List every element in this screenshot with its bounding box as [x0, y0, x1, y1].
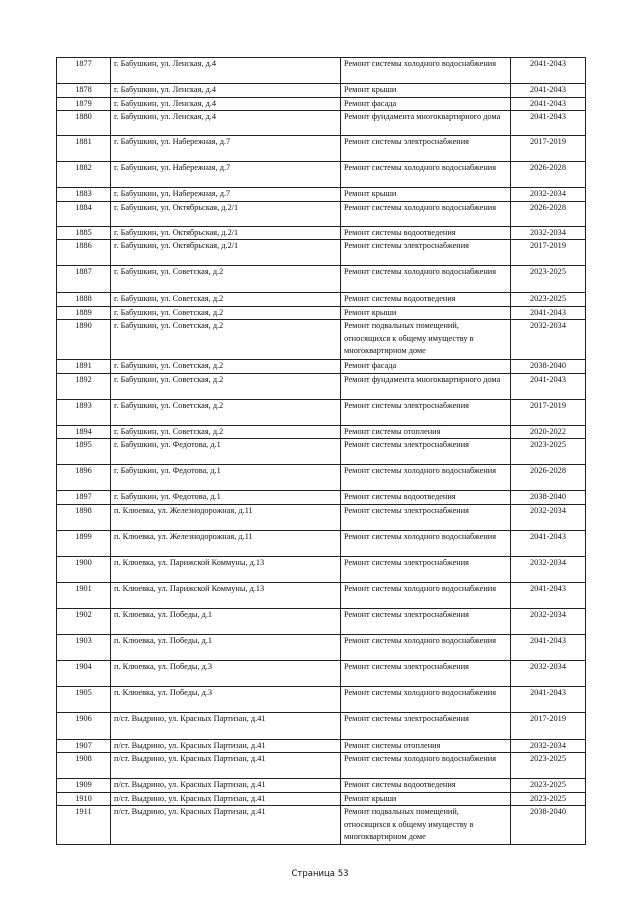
row-period: 2038-2040: [511, 491, 586, 505]
table-row: [57, 530, 586, 556]
row-address: г. Бабушкин, ул. Ленская, д.4: [111, 111, 341, 136]
row-work: Ремонт системы холодного водоснабжения: [341, 530, 511, 556]
row-number: 1905: [57, 686, 111, 712]
table-row: [57, 399, 586, 425]
row-work: Ремонт системы холодного водоснабжения: [341, 201, 511, 226]
row-period: 2023-2025: [511, 753, 586, 779]
row-period: 2041-2043: [511, 634, 586, 660]
row-work: Ремонт системы электроснабжения: [341, 608, 511, 634]
table-row: [57, 779, 586, 793]
table-row: [57, 373, 586, 399]
row-work: Ремонт системы холодного водоснабжения: [341, 465, 511, 491]
row-period: 2038-2040: [511, 806, 586, 845]
row-number: 1907: [57, 739, 111, 753]
table-row: [57, 240, 586, 266]
row-number: 1886: [57, 240, 111, 266]
row-address: п. Клюевка, ул. Победы, д.3: [111, 686, 341, 712]
repair-schedule-table: [56, 57, 586, 845]
table-row: [57, 753, 586, 779]
table-row: [57, 556, 586, 582]
row-number: 1891: [57, 360, 111, 374]
row-address: г. Бабушкин, ул. Октябрьская, д.2/1: [111, 240, 341, 266]
row-period: 2023-2025: [511, 439, 586, 465]
table-row: [57, 582, 586, 608]
row-work: Ремонт крыши: [341, 792, 511, 806]
row-work: Ремонт системы холодного водоснабжения: [341, 634, 511, 660]
row-period: 2041-2043: [511, 686, 586, 712]
row-address: г. Бабушкин, ул. Ленская, д.4: [111, 97, 341, 111]
row-address: г. Бабушкин, ул. Ленская, д.4: [111, 84, 341, 98]
row-address: п. Клюевка, ул. Железнодорожная, д.11: [111, 530, 341, 556]
row-number: 1895: [57, 439, 111, 465]
row-work: Ремонт системы водоотведения: [341, 226, 511, 240]
table-row: [57, 188, 586, 202]
row-address: г. Бабушкин, ул. Советская, д.2: [111, 373, 341, 399]
row-period: 2017-2019: [511, 136, 586, 162]
row-address: г. Бабушкин, ул. Октябрьская, д.2/1: [111, 201, 341, 226]
row-work: Ремонт системы холодного водоснабжения: [341, 686, 511, 712]
table-row: [57, 162, 586, 188]
row-number: 1890: [57, 320, 111, 360]
row-address: г. Бабушкин, ул. Советская, д.2: [111, 425, 341, 439]
table-row: [57, 226, 586, 240]
row-period: 2017-2019: [511, 399, 586, 425]
row-work: Ремонт подвальных помещений, относящихся к общему имуществу в многоквартирном доме: [341, 806, 511, 845]
row-number: 1878: [57, 84, 111, 98]
row-number: 1892: [57, 373, 111, 399]
row-address: п/ст. Выдрино, ул. Красных Партизан, д.41: [111, 806, 341, 845]
row-address: п/ст. Выдрино, ул. Красных Партизан, д.41: [111, 779, 341, 793]
row-work: Ремонт фундамента многоквартирного дома: [341, 373, 511, 399]
row-period: 2020-2022: [511, 425, 586, 439]
row-number: 1883: [57, 188, 111, 202]
row-work: Ремонт системы отопления: [341, 425, 511, 439]
row-address: п. Клюевка, ул. Железнодорожная, д.11: [111, 504, 341, 530]
row-number: 1884: [57, 201, 111, 226]
table-row: [57, 491, 586, 505]
table-row: [57, 792, 586, 806]
row-period: 2032-2034: [511, 188, 586, 202]
row-number: 1896: [57, 465, 111, 491]
row-period: 2017-2019: [511, 712, 586, 739]
row-work: Ремонт крыши: [341, 84, 511, 98]
row-period: 2032-2034: [511, 608, 586, 634]
row-period: 2032-2034: [511, 739, 586, 753]
table-row: [57, 712, 586, 739]
table-row: [57, 306, 586, 320]
row-number: 1877: [57, 58, 111, 84]
row-number: 1910: [57, 792, 111, 806]
row-number: 1889: [57, 306, 111, 320]
row-work: Ремонт фундамента многоквартирного дома: [341, 111, 511, 136]
row-work: Ремонт системы электроснабжения: [341, 556, 511, 582]
row-period: 2032-2034: [511, 660, 586, 686]
row-period: 2041-2043: [511, 582, 586, 608]
row-period: 2041-2043: [511, 97, 586, 111]
row-address: п. Клюевка, ул. Парижской Коммуны, д.13: [111, 582, 341, 608]
row-period: 2023-2025: [511, 266, 586, 293]
table-row: [57, 439, 586, 465]
row-period: 2041-2043: [511, 373, 586, 399]
row-work: Ремонт крыши: [341, 306, 511, 320]
row-work: Ремонт системы электроснабжения: [341, 712, 511, 739]
row-work: Ремонт системы электроснабжения: [341, 504, 511, 530]
row-work: Ремонт системы отопления: [341, 739, 511, 753]
row-address: п. Клюевка, ул. Парижской Коммуны, д.13: [111, 556, 341, 582]
row-work: Ремонт подвальных помещений, относящихся к общему имуществу в многоквартирном доме: [341, 320, 511, 360]
row-period: 2026-2028: [511, 162, 586, 188]
row-number: 1881: [57, 136, 111, 162]
table-row: [57, 97, 586, 111]
row-number: 1909: [57, 779, 111, 793]
row-work: Ремонт системы холодного водоснабжения: [341, 58, 511, 84]
row-number: 1893: [57, 399, 111, 425]
row-number: 1888: [57, 293, 111, 307]
row-work: Ремонт системы электроснабжения: [341, 660, 511, 686]
row-address: г. Бабушкин, ул. Советская, д.2: [111, 293, 341, 307]
row-period: 2026-2028: [511, 465, 586, 491]
row-period: 2041-2043: [511, 84, 586, 98]
row-address: г. Бабушкин, ул. Советская, д.2: [111, 306, 341, 320]
table-row: [57, 504, 586, 530]
table-row: [57, 686, 586, 712]
row-address: г. Бабушкин, ул. Ленская, д.4: [111, 58, 341, 84]
row-address: г. Бабушкин, ул. Советская, д.2: [111, 320, 341, 360]
row-period: 2041-2043: [511, 306, 586, 320]
row-number: 1882: [57, 162, 111, 188]
row-work: Ремонт системы холодного водоснабжения: [341, 266, 511, 293]
table-row: [57, 84, 586, 98]
table-row: [57, 266, 586, 293]
table-row: [57, 739, 586, 753]
row-work: Ремонт системы электроснабжения: [341, 136, 511, 162]
row-number: 1879: [57, 97, 111, 111]
table-row: [57, 320, 586, 360]
row-work: Ремонт системы водоотведения: [341, 779, 511, 793]
row-number: 1908: [57, 753, 111, 779]
row-number: 1894: [57, 425, 111, 439]
row-address: п/ст. Выдрино, ул. Красных Партизан, д.41: [111, 753, 341, 779]
row-number: 1904: [57, 660, 111, 686]
row-number: 1899: [57, 530, 111, 556]
row-address: п. Клюевка, ул. Победы, д.3: [111, 660, 341, 686]
table-row: [57, 111, 586, 136]
table-row: [57, 465, 586, 491]
table-row: [57, 136, 586, 162]
row-period: 2026-2028: [511, 201, 586, 226]
row-period: 2041-2043: [511, 111, 586, 136]
row-number: 1903: [57, 634, 111, 660]
table-row: [57, 425, 586, 439]
row-number: 1911: [57, 806, 111, 845]
table-row: [57, 293, 586, 307]
row-work: Ремонт системы электроснабжения: [341, 399, 511, 425]
table-row: [57, 58, 586, 84]
table-row: [57, 806, 586, 845]
row-address: г. Бабушкин, ул. Федотова, д.1: [111, 491, 341, 505]
row-address: п. Клюевка, ул. Победы, д.1: [111, 608, 341, 634]
table-row: [57, 660, 586, 686]
row-address: г. Бабушкин, ул. Набережная, д.7: [111, 162, 341, 188]
row-address: п/ст. Выдрино, ул. Красных Партизан, д.41: [111, 792, 341, 806]
row-period: 2023-2025: [511, 792, 586, 806]
row-work: Ремонт фасада: [341, 97, 511, 111]
row-address: п. Клюевка, ул. Победы, д.1: [111, 634, 341, 660]
row-period: 2041-2043: [511, 58, 586, 84]
row-work: Ремонт системы холодного водоснабжения: [341, 162, 511, 188]
row-address: г. Бабушкин, ул. Октябрьская, д.2/1: [111, 226, 341, 240]
row-number: 1887: [57, 266, 111, 293]
row-address: г. Бабушкин, ул. Федотова, д.1: [111, 439, 341, 465]
row-work: Ремонт системы холодного водоснабжения: [341, 753, 511, 779]
row-work: Ремонт системы холодного водоснабжения: [341, 582, 511, 608]
row-number: 1901: [57, 582, 111, 608]
row-work: Ремонт фасада: [341, 360, 511, 374]
row-period: 2023-2025: [511, 779, 586, 793]
row-number: 1880: [57, 111, 111, 136]
row-period: 2041-2043: [511, 530, 586, 556]
row-period: 2032-2034: [511, 504, 586, 530]
row-address: г. Бабушкин, ул. Федотова, д.1: [111, 465, 341, 491]
row-period: 2032-2034: [511, 556, 586, 582]
row-period: 2038-2040: [511, 360, 586, 374]
row-address: г. Бабушкин, ул. Набережная, д.7: [111, 136, 341, 162]
row-work: Ремонт системы электроснабжения: [341, 439, 511, 465]
row-period: 2023-2025: [511, 293, 586, 307]
row-number: 1897: [57, 491, 111, 505]
row-number: 1898: [57, 504, 111, 530]
row-address: г. Бабушкин, ул. Набережная, д.7: [111, 188, 341, 202]
row-work: Ремонт крыши: [341, 188, 511, 202]
row-period: 2017-2019: [511, 240, 586, 266]
row-number: 1900: [57, 556, 111, 582]
row-address: г. Бабушкин, ул. Советская, д.2: [111, 399, 341, 425]
row-address: г. Бабушкин, ул. Советская, д.2: [111, 360, 341, 374]
row-number: 1902: [57, 608, 111, 634]
row-number: 1906: [57, 712, 111, 739]
row-period: 2032-2034: [511, 320, 586, 360]
row-number: 1885: [57, 226, 111, 240]
row-work: Ремонт системы электроснабжения: [341, 240, 511, 266]
row-work: Ремонт системы водоотведения: [341, 293, 511, 307]
row-period: 2032-2034: [511, 226, 586, 240]
row-address: п/ст. Выдрино, ул. Красных Партизан, д.41: [111, 712, 341, 739]
table-row: [57, 608, 586, 634]
table-row: [57, 360, 586, 374]
table-row: [57, 201, 586, 226]
row-address: п/ст. Выдрино, ул. Красных Партизан, д.41: [111, 739, 341, 753]
row-address: г. Бабушкин, ул. Советская, д.2: [111, 266, 341, 293]
page-number-footer: Страница 53: [291, 869, 349, 879]
row-work: Ремонт системы водоотведения: [341, 491, 511, 505]
table-row: [57, 634, 586, 660]
